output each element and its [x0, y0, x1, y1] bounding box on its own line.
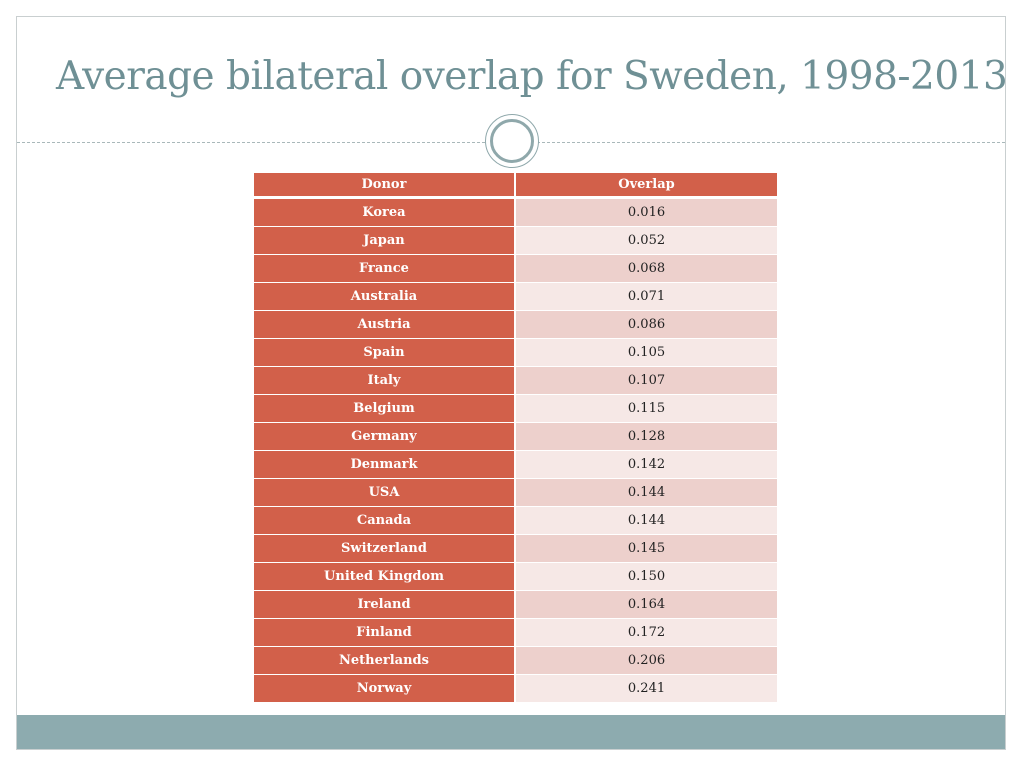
donor-cell: Switzerland	[254, 535, 516, 563]
donor-cell: United Kingdom	[254, 563, 516, 591]
overlap-cell: 0.115	[516, 395, 777, 423]
donor-cell: France	[254, 255, 516, 283]
donor-cell: Finland	[254, 619, 516, 647]
donor-cell: Japan	[254, 227, 516, 255]
table-row	[254, 535, 777, 563]
overlap-cell: 0.071	[516, 283, 777, 311]
donor-cell: USA	[254, 479, 516, 507]
overlap-cell: 0.172	[516, 619, 777, 647]
ornament-inner-ring	[490, 119, 534, 163]
overlap-cell: 0.107	[516, 367, 777, 395]
table-row	[254, 227, 777, 255]
overlap-cell: 0.105	[516, 339, 777, 367]
overlap-cell: 0.068	[516, 255, 777, 283]
table-row	[254, 451, 777, 479]
column-header-donor: Donor	[254, 173, 516, 199]
table-row	[254, 507, 777, 535]
overlap-cell: 0.128	[516, 423, 777, 451]
donor-cell: Canada	[254, 507, 516, 535]
overlap-cell: 0.206	[516, 647, 777, 675]
overlap-table	[254, 173, 777, 703]
table-row	[254, 647, 777, 675]
column-header-overlap: Overlap	[516, 173, 777, 199]
donor-cell: Austria	[254, 311, 516, 339]
donor-cell: Denmark	[254, 451, 516, 479]
donor-cell: Germany	[254, 423, 516, 451]
donor-cell: Spain	[254, 339, 516, 367]
overlap-cell: 0.144	[516, 507, 777, 535]
table-row	[254, 423, 777, 451]
overlap-cell: 0.016	[516, 199, 777, 227]
overlap-cell: 0.145	[516, 535, 777, 563]
donor-cell: Belgium	[254, 395, 516, 423]
table-row	[254, 311, 777, 339]
overlap-cell: 0.164	[516, 591, 777, 619]
table-row	[254, 675, 777, 703]
donor-cell: Australia	[254, 283, 516, 311]
donor-cell: Netherlands	[254, 647, 516, 675]
table-row	[254, 563, 777, 591]
donor-cell: Norway	[254, 675, 516, 703]
table-row	[254, 367, 777, 395]
footer-bar	[17, 715, 1005, 749]
table-row	[254, 255, 777, 283]
donor-cell: Korea	[254, 199, 516, 227]
table-row	[254, 339, 777, 367]
overlap-cell: 0.150	[516, 563, 777, 591]
overlap-cell: 0.052	[516, 227, 777, 255]
overlap-cell: 0.142	[516, 451, 777, 479]
donor-cell: Italy	[254, 367, 516, 395]
table-row	[254, 591, 777, 619]
overlap-cell: 0.086	[516, 311, 777, 339]
slide-title: Average bilateral overlap for Sweden, 1998-2013	[56, 54, 1008, 99]
overlap-cell: 0.241	[516, 675, 777, 703]
donor-cell: Ireland	[254, 591, 516, 619]
table-row	[254, 395, 777, 423]
table-header-row	[254, 173, 777, 199]
table-body	[254, 199, 777, 703]
overlap-cell: 0.144	[516, 479, 777, 507]
table-row	[254, 283, 777, 311]
table-row	[254, 199, 777, 227]
double-circle-ornament-icon	[485, 114, 539, 168]
table-row	[254, 479, 777, 507]
table-row	[254, 619, 777, 647]
